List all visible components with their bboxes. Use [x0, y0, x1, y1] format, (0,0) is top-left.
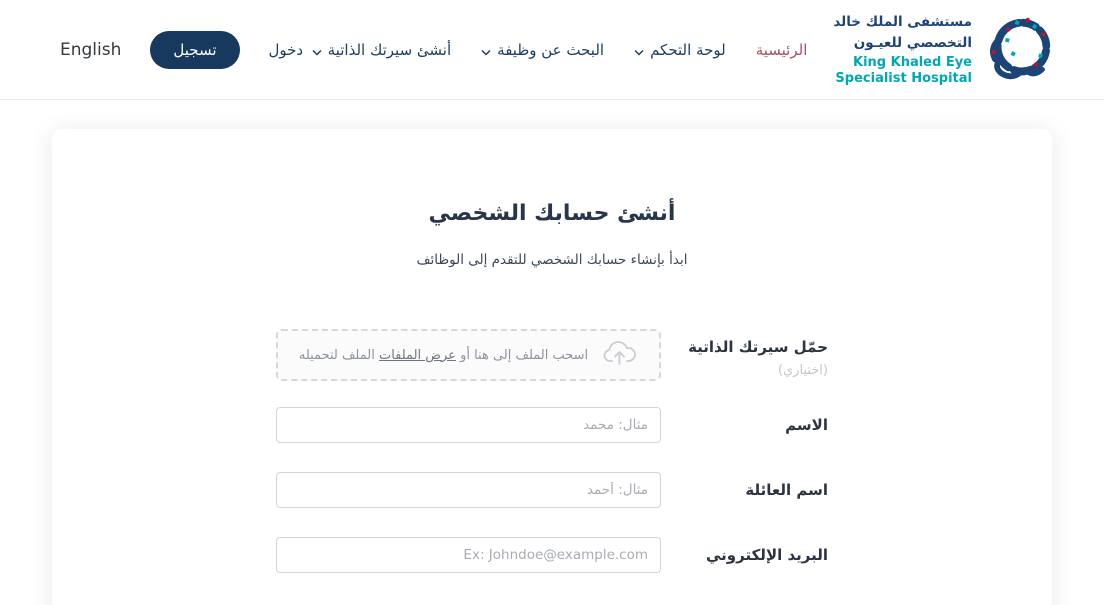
login-link[interactable]: دخول — [268, 40, 304, 59]
auth-actions — [60, 31, 303, 69]
nav-item-home-label: الرئيسية — [755, 40, 808, 59]
chevron-down-icon — [312, 42, 322, 60]
hospital-emblem-icon — [982, 8, 1060, 92]
dropzone-text-before: اسحب الملف إلى هنا أو — [460, 347, 589, 363]
nav-item-job-search[interactable] — [481, 39, 604, 60]
page-title: أنشئ حسابك الشخصي — [428, 201, 676, 226]
upload-cv-label-col — [661, 329, 828, 378]
main-nav — [312, 39, 808, 60]
page-subtitle: ابدأ بإنشاء حسابك الشخصي للتقدم إلى الوظائف — [416, 252, 688, 268]
family-name-input[interactable] — [276, 472, 661, 508]
chevron-down-icon — [634, 42, 644, 60]
nav-item-create-cv-label: أنشئ سيرتك الذاتية — [327, 40, 452, 59]
email-row — [276, 537, 828, 573]
signup-card — [52, 129, 1052, 605]
language-switch-link[interactable]: English — [60, 39, 122, 60]
signup-form — [276, 329, 828, 573]
family-name-label: اسم العائلة — [745, 480, 828, 499]
cloud-upload-icon — [602, 338, 638, 372]
family-name-row — [276, 472, 828, 508]
nav-item-home[interactable] — [756, 41, 808, 59]
logo-english-line1: King Khaled Eye — [853, 55, 972, 71]
dropzone-text-after: الملف لتحميله — [298, 347, 375, 363]
nav-item-dashboard[interactable] — [634, 39, 726, 60]
hospital-logo-text — [833, 11, 972, 87]
logo-arabic-line1: مستشفى الملك خالد — [833, 14, 972, 31]
upload-cv-label: حمّل سيرتك الذاتية — [688, 338, 828, 356]
register-button[interactable]: تسجيل — [150, 31, 239, 69]
first-name-input[interactable] — [276, 407, 661, 443]
dropzone-text — [299, 348, 588, 363]
cv-dropzone[interactable] — [276, 329, 661, 381]
nav-item-dashboard-label: لوحة التحكم — [650, 40, 726, 59]
browse-files-link[interactable]: عرض الملفات — [378, 347, 456, 363]
first-name-label: الاسم — [785, 415, 828, 434]
first-name-row — [276, 407, 828, 443]
email-label: البريد الإلكتروني — [706, 545, 828, 564]
site-header — [0, 0, 1104, 100]
nav-item-create-cv[interactable] — [312, 39, 451, 60]
upload-cv-field-col — [276, 329, 661, 381]
upload-cv-row — [276, 329, 828, 381]
chevron-down-icon — [481, 42, 491, 60]
email-input[interactable] — [276, 537, 661, 573]
logo-arabic-line2: التخصصي للعيـون — [853, 35, 972, 52]
hospital-logo[interactable] — [833, 8, 1060, 92]
nav-item-job-search-label: البحث عن وظيفة — [497, 40, 605, 59]
upload-cv-optional-label: (اختياري) — [777, 362, 828, 378]
logo-english-line2: Specialist Hospital — [835, 71, 972, 87]
